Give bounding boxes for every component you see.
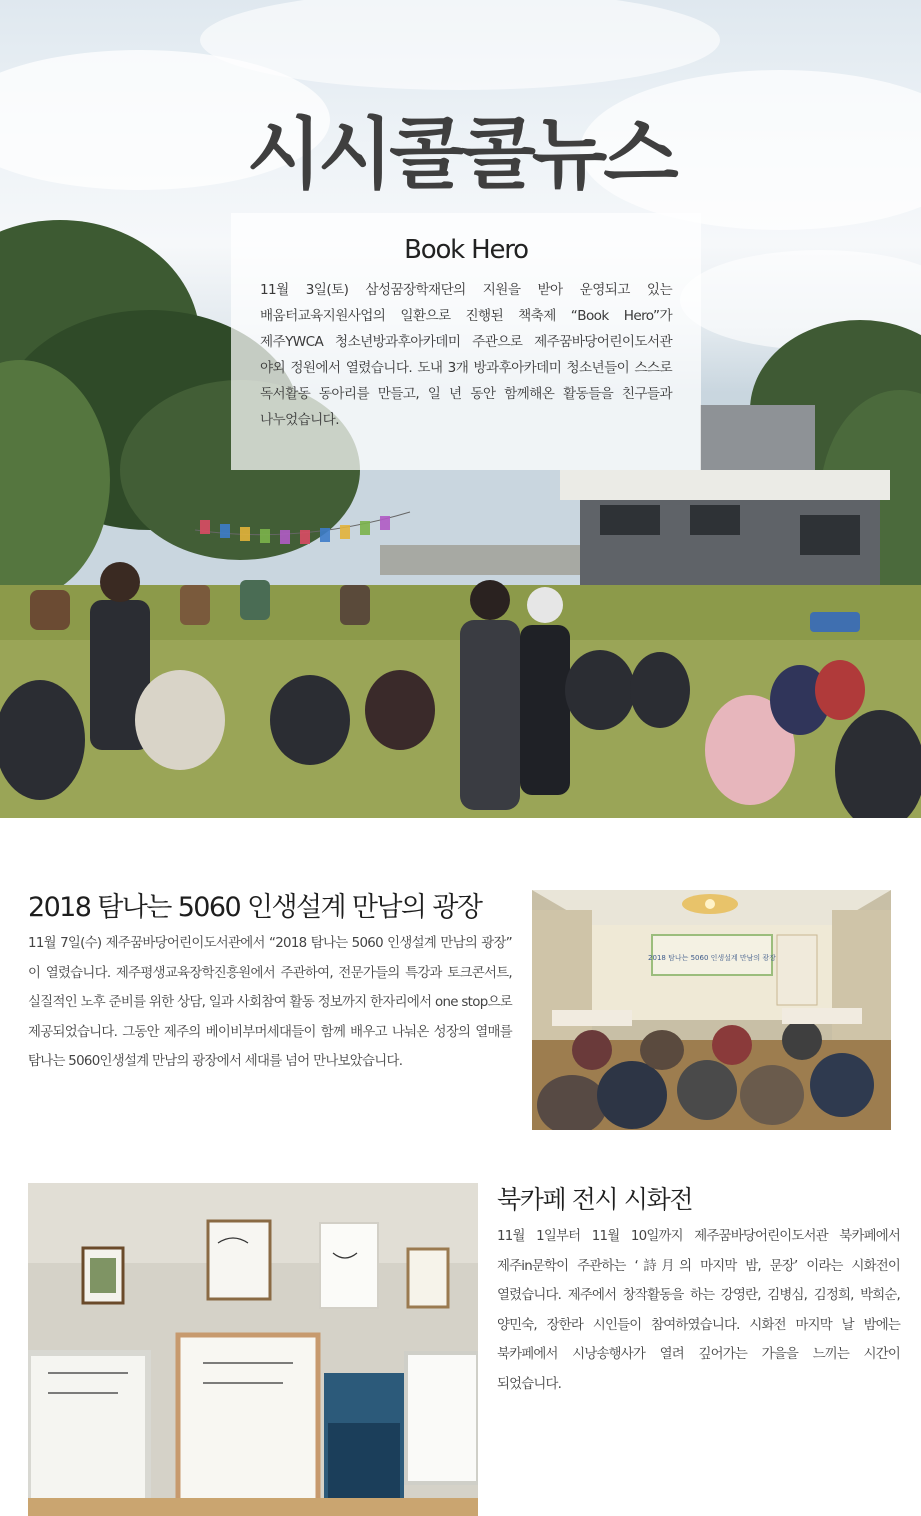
banner-text: 2018 탐나는 5060 인생설계 만남의 광장 (648, 954, 776, 962)
photo-poetry-exhibition (28, 1183, 478, 1516)
section-title-poetry: 북카페 전시 시화전 (497, 1185, 693, 1214)
photo-seminar-room (532, 890, 891, 1130)
article-title: Book Hero (404, 235, 528, 265)
article-box-book-hero (231, 213, 701, 470)
section-body-poetry: 11월 1일부터 11월 10일까지 제주꿈바당어린이도서관 북카페에서 제주in문학이 주관하는 ‘詩月의 마지막 밤, 문장’ 이라는 시화전이 열렸습니다. 제주에서 창작활동을 하는 강영란, 김병심, 김정희, 박희순, 양민숙, 장한라 시인들이 참여하였습니다. 시화전 마지막 날 밤에는 북카페에서 시낭송행사가 열려 깊어가는 가을을 느끼는 시간이 되었습니다. (497, 1229, 900, 1392)
section-body-5060: 11월 7일(수) 제주꿈바당어린이도서관에서 “2018 탐나는 5060 인생설계 만남의 광장” 이 열렸습니다. 제주평생교육장학진흥원에서 주관하여, 전문가들의 특강과 토크콘서트, 실질적인 노후 준비를 위한 상담, 일과 사회참여 활동 정보까지 한자리에서 one stop으로 제공되었습니다. 그동안 제주의 베이비부머세대들이 함께 배우고 나눠온 성장의 열매를 탐나는 5060인생설계 만남의 광장에서 세대를 넘어 만나보았습니다. (28, 936, 512, 1070)
section-title-5060: 2018 탐나는 5060 인생설계 만남의 광장 (28, 892, 482, 923)
page-title: 시시콜콜뉴스 (246, 110, 675, 200)
article-body: 11월 3일(토) 삼성꿈장학재단의 지원을 받아 운영되고 있는 배움터교육지원사업의 일환으로 진행된 책축제 “Book Hero”가 제주YWCA 청소년방과후아카데미 주관으로 제주꿈바당어린이도서관 야외 정원에서 열렸습니다. 도내 3개 방과후아카데미 청소년들이 스스로 독서활동 동아리를 만들고, 일 년 동안 함께해온 활동들을 친구들과 나누었습니다. (260, 282, 672, 428)
